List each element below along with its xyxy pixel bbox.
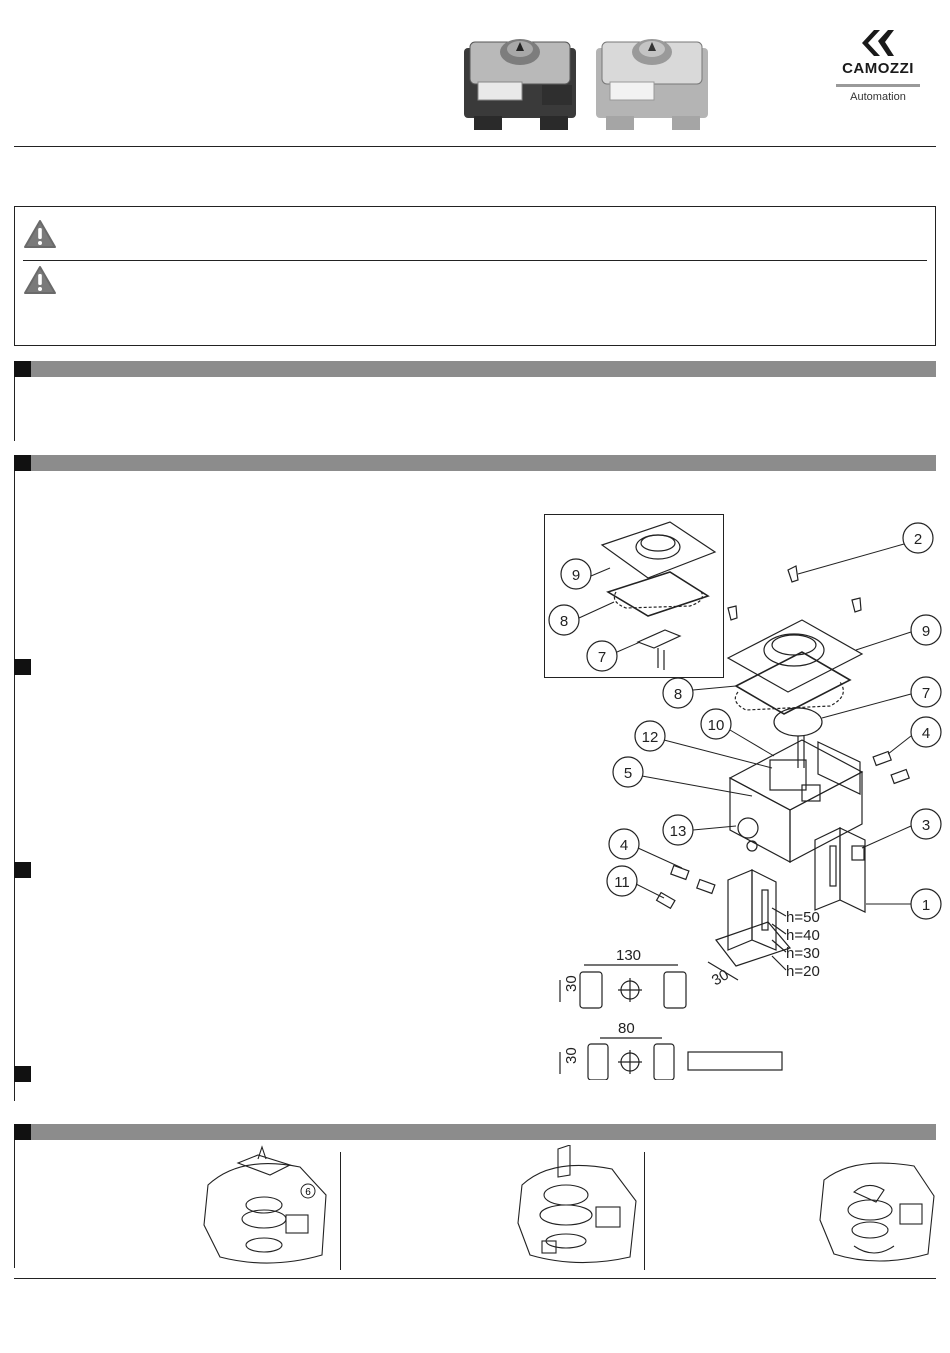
callout-text-4: 4: [619, 837, 629, 854]
footer-rule: [14, 1278, 936, 1279]
product-photo-light: [596, 39, 708, 130]
height-label-50: h=50: [786, 909, 820, 926]
section-bar-3: [14, 1124, 936, 1140]
step-image-2: [512, 1145, 642, 1265]
callout-text-7: 7: [921, 685, 931, 702]
brand-tagline: Automation: [850, 91, 906, 103]
step-image-1: [200, 1145, 330, 1265]
callout-text-3: 3: [921, 817, 931, 834]
callout-text-8: 8: [673, 686, 683, 703]
callout-text-5: 5: [623, 765, 633, 782]
callout-text-9: 9: [571, 567, 581, 584]
height-label-30: h=30: [786, 945, 820, 962]
height-label-40: h=40: [786, 927, 820, 944]
section-bar-2: [14, 455, 936, 471]
camozzi-logo: [828, 28, 928, 110]
camozzi-logo-mark-icon: [858, 28, 898, 58]
step-image-3: [814, 1150, 944, 1270]
step-separator: [644, 1152, 645, 1270]
section-1-side-line: [14, 377, 15, 441]
subsection-marker: [14, 659, 31, 675]
callout-text-2: 2: [913, 531, 923, 548]
bracket-width-label: 30: [708, 966, 732, 990]
section-2-side-line: [14, 471, 15, 1101]
callout-text-1: 1: [921, 897, 931, 914]
part-callouts: [549, 523, 941, 919]
callout-text-11: 11: [614, 874, 630, 891]
step-separator: [340, 1152, 341, 1270]
dimension-130: 130: [616, 947, 642, 964]
callout-text-12: 12: [641, 729, 659, 746]
warning-box: [14, 206, 936, 346]
callout-text-8: 8: [559, 613, 569, 630]
callout-text-4: 4: [921, 725, 931, 742]
subsection-marker: [14, 1066, 31, 1082]
header-rule: [14, 146, 936, 147]
product-photo-dark: [464, 39, 576, 130]
exploded-diagram: [540, 510, 945, 1080]
warning-triangle-icon: [23, 219, 57, 249]
section-3-side-line: [14, 1140, 15, 1268]
dimension-30-small: 30: [563, 1047, 580, 1064]
logo-rule: [836, 84, 920, 87]
brand-name: CAMOZZI: [842, 60, 914, 77]
callout-text-9: 9: [921, 623, 931, 640]
warning-divider: [23, 260, 927, 261]
dimension-30-large: 30: [563, 975, 580, 992]
section-bar-1: [14, 361, 936, 377]
dimension-80: 80: [618, 1020, 635, 1037]
subsection-marker: [14, 862, 31, 878]
callout-text-13: 13: [669, 823, 687, 840]
callout-text-10: 10: [707, 717, 725, 734]
step1-callout: 6: [305, 1187, 311, 1198]
callout-text-7: 7: [597, 649, 607, 666]
height-label-20: h=20: [786, 963, 820, 980]
product-photos: [462, 30, 724, 135]
warning-triangle-icon: [23, 265, 57, 295]
